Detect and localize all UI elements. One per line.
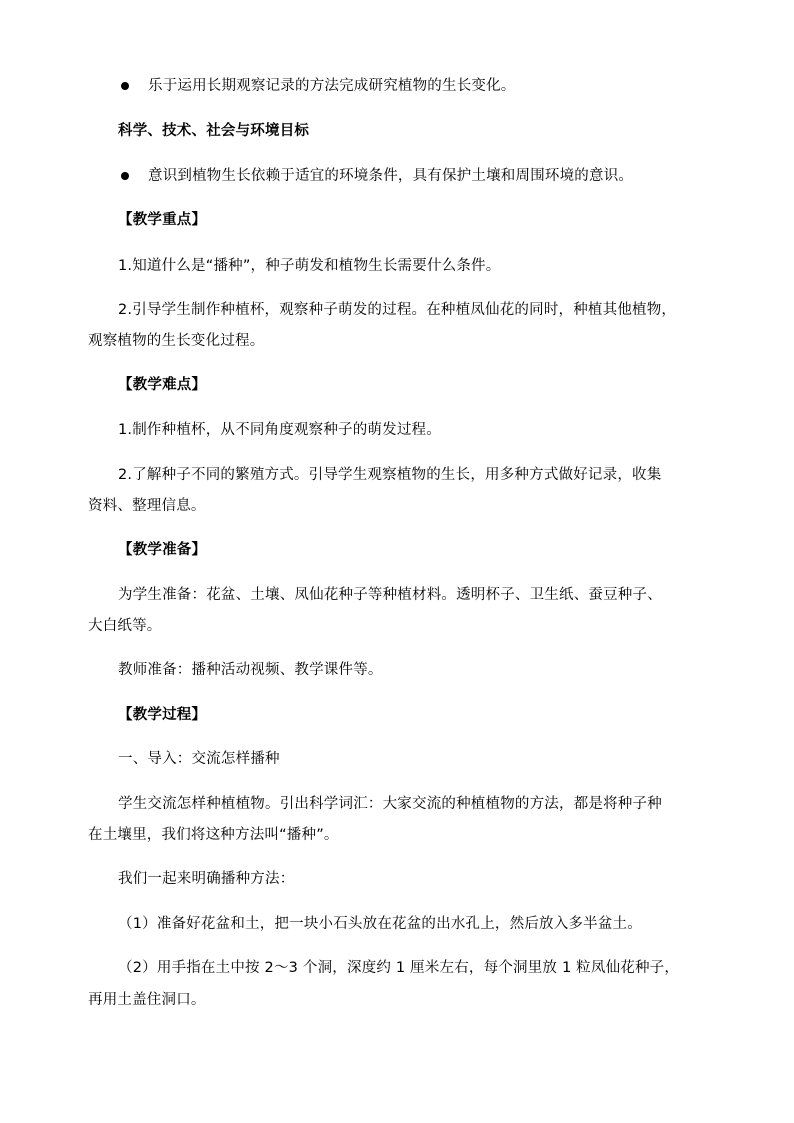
difficulty-2-line-2: 资料、整理信息。 [88,498,206,514]
bullet-icon [121,82,129,90]
objective-bullet-1: 乐于运用长期观察记录的方法完成研究植物的生长变化。 [148,78,516,94]
teacher-preparation: 教师准备：播种活动视频、教学课件等。 [118,662,383,678]
objective-bullet-2: 意识到植物生长依赖于适宜的环境条件，具有保护土壤和周围环境的意识。 [148,168,634,184]
key-point-2-line-1: 2.引导学生制作种植杯，观察种子萌发的过程。在种植凤仙花的同时，种植其他植物， [118,302,677,318]
student-preparation-line-2: 大白纸等。 [88,618,162,634]
process-step-1: （1）准备好花盆和土，把一块小石头放在花盆的出水孔上，然后放入多半盆土。 [118,916,642,932]
process-heading: 【教学过程】 [118,707,207,723]
preparation-heading: 【教学准备】 [118,542,207,558]
key-point-1: 1.知道什么是“播种”，种子萌发和植物生长需要什么条件。 [118,258,501,274]
process-step-2-line-1: （2）用手指在土中按 2～3 个洞，深度约 1 厘米左右，每个洞里放 1 粒凤仙花种子， [118,960,680,976]
difficulty-2-line-1: 2.了解种子不同的繁殖方式。引导学生观察植物的生长，用多种方式做好记录，收集 [118,467,662,483]
sts-objectives-heading: 科学、技术、社会与环境目标 [118,123,310,139]
difficulties-heading: 【教学难点】 [118,377,207,393]
bullet-icon [121,172,129,180]
process-paragraph-2: 我们一起来明确播种方法： [118,871,295,887]
process-step-2-line-2: 再用土盖住洞口。 [88,992,206,1008]
process-section-1-title: 一、导入：交流怎样播种 [118,751,280,767]
student-preparation-line-1: 为学生准备：花盆、土壤、凤仙花种子等种植材料。透明杯子、卫生纸、蚕豆种子、 [118,587,662,603]
process-paragraph-1-line-1: 学生交流怎样种植植物。引出科学词汇：大家交流的种植植物的方法，都是将种子种 [118,796,662,812]
key-points-heading: 【教学重点】 [118,212,207,228]
process-paragraph-1-line-2: 在土壤里，我们将这种方法叫“播种”。 [88,827,339,843]
difficulty-1: 1.制作种植杯，从不同角度观察种子的萌发过程。 [118,422,441,438]
key-point-2-line-2: 观察植物的生长变化过程。 [88,333,265,349]
